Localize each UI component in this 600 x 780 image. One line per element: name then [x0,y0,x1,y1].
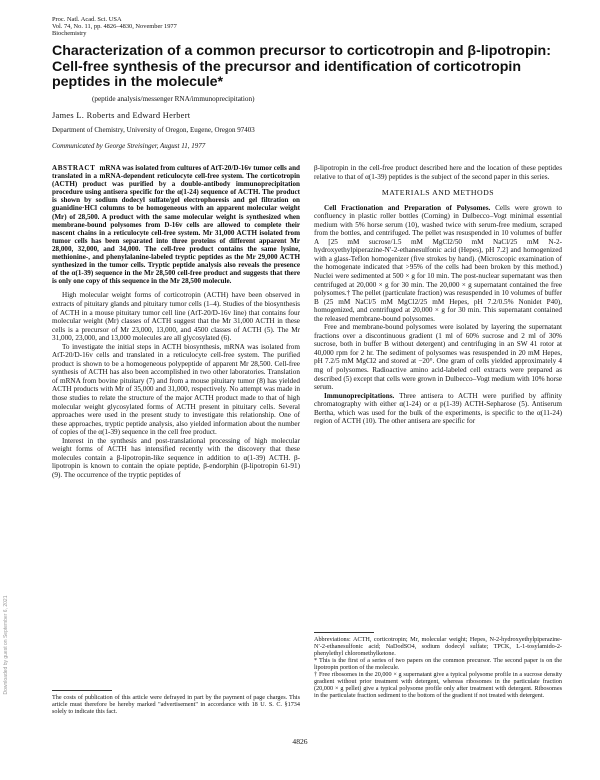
journal-volume: Vol. 74, No. 11, pp. 4826–4830, November 1977 [52,23,177,31]
methods-heading: MATERIALS AND METHODS [381,188,495,198]
download-note-strip [2,520,10,770]
journal-name: Proc. Natl. Acad. Sci. USA [52,16,122,23]
immunoprecipitations-heading: Immunoprecipitations. [324,391,395,400]
communicated-by: Communicated by George Streisinger, August 11, 1977 [52,142,206,150]
publication-costs-note: The costs of publication of this article were defrayed in part by the payment of page charges. This article must therefore be hereby marked "advertisement" in accordance with 18 U. S. C. §1734 solely to indicate this fact. [52,694,300,716]
download-note: Downloaded by guest on September 6, 2021 [3,595,9,695]
cell-fractionation-text: Cells were grown to confluency in plastic roller bottles (Corning) in Dulbecco–Vogt minimal essential medium with 5% horse serum (10), washed twice with serum-free medium, scraped from the bottles, and centrifuged. The pellet was resuspended in 10 volumes of buffer A [25 mM sucrose/1.5 mM MgCl2/50 mM NaCl/25 mM N-2-hydroxyethylpiperazine-N′-2-ethanesulfonic acid (Hepes), pH 7.2] and homogenized with a glass-Teflon homogenizer (five strokes by hand). (Microscopic examination of the homogenate indicated that >95% of the cells had been broken by this method.) Nuclei were sedimented at 500 × g for 10 min. The post-nuclear supernatant was then centrifuged at 20,000 × g for 30 min. The 20,000 × g supernatant contained the free polysomes.† The pellet (particulate fraction) was resuspended in 10 volumes of buffer B (25 mM NaCl/5 mM MgCl2/25 mM Hepes, pH 7.2/0.5% Nonidet P40), homogenized, and centrifuged at 20,000 × g for 30 min. This supernatant contained the released membrane-bound polysomes. [314,203,562,323]
article-title: Characterization of a common precursor to corticotropin and β-lipotropin: Cell-free synthesis of the precursor and identification of corticotropin peptides in the molecule* [52,43,551,91]
keywords: (peptide analysis/messenger RNA/immunoprecipitation) [92,95,255,103]
intro-paragraph-1: High molecular weight forms of corticotropin (ACTH) have been observed in extracts of pituitary glands and pituitary tumor cells (1–4). Studies of the biosynthesis of ACTH in a mouse pituitary tumor cell line (AtT-20/D-16v line) that contains four molecular weight (Mr) classes of ACTH suggest that the Mr 31,000 ACTH in these cells is a precursor of Mr 23,000, 13,000, and 4500 classes of ACTH (5). The Mr 31,000, 23,000, and 13,000 molecules are all glycosylated (6). [52,291,300,343]
page-number: 4826 [292,737,308,746]
authors: James L. Roberts and Edward Herbert [52,111,191,120]
affiliation: Department of Chemistry, University of Oregon, Eugene, Oregon 97403 [52,126,255,134]
journal-section: Biochemistry [52,30,87,38]
footnote-divider-left [52,690,112,691]
left-column [52,164,300,479]
abstract-label: ABSTRACT [52,164,96,172]
methods-paragraph-2: Free and membrane-bound polysomes were isolated by layering the supernatant fractions over a discontinuous gradient (1 ml of 60% sucrose and 2 ml of 30% sucrose, both in buffer B without detergent) and centrifuging in an SW 41 rotor at 40,000 rpm for 2 hr. The sediment of polysomes was resuspended in 20 mM Hepes, pH 7.2/5 mM MgCl2 and stored at −20°. One gram of cells yielded approximately 4 mg of polysomes. Radioactive amino acid-labeled cell extracts were prepared as described (5) except that cells were grown in Dulbecco–Vogt medium with 10% horse serum. [314,323,562,392]
immunoprecipitations-text: Three antisera to ACTH were purified by affinity chromatography with either α(1-24) or α p(1-39) ACTH-Sepharose (5). Antiserum Bertha, which was used for the bulk of the experiments, is specific to the α(11-24) region of ACTH (10). The other antisera are specific for [314,391,562,426]
footnote-star: * This is the first of a series of two papers on the common precursor. The second paper is on the lipotropin portion of the molecule. [314,657,562,672]
footnote-abbreviations: Abbreviations: ACTH, corticotropin; Mr, molecular weight; Hepes, N-2-hydroxyethylpiperazine-N′-2-ethanesulfonic acid; NaDodSO4, sodium dodecyl sulfate; TPCK, L-1-tosylamido-2-phenylethyl chloromethylketone. [314,636,562,658]
right-column [314,164,562,426]
methods-paragraph-3 [314,392,562,426]
intro-continuation: β-lipotropin in the cell-free product described here and the location of these peptides relative to that of α(1-39) peptides is the subject of the second paper in this series. [314,164,562,181]
abstract-text: mRNA was isolated from cultures of AtT-20/D-16v tumor cells and translated in a mRNA-dependent reticulocyte cell-free system. The corticotropin (ACTH) product was purified by a double-antibody immunoprecipitation procedure using antisera specific for the α(1-24) sequence of ACTH. The product is shown by sodium dodecyl sulfate/gel electrophoresis and gel filtration on guanidine·HCl columns to be homogeneous with an apparent molecular weight (Mr) of 28,500. A product with the same molecular weight is synthesized when membrane-bound polysomes from D-16v cells are allowed to complete their nascent chains in a reticulocyte cell-free system. Mr 31,000 ACTH isolated from tumor cells has been separated into three proteins of different apparent Mr 28,000, 32,000, and 34,000. The cell-free product contains the same lysine, methionine-, and phenylalanine-labeled tryptic peptides as the Mr 29,000 ACTH synthesized in the tumor cells. Tryptic peptide analysis also reveals the presence of the α(1-39) sequence in the Mr 28,500 cell-free product and suggests that there is only one copy of this sequence in the Mr 28,500 molecule. [52,164,300,286]
abstract [52,164,300,285]
footnotes [314,636,562,699]
footnote-divider-right [314,632,374,633]
methods-paragraph-1 [314,204,562,324]
intro-paragraph-2: To investigate the initial steps in ACTH biosynthesis, mRNA was isolated from AtT-20/D-16v cells and translated in a reticulocyte cell-free system. The purified product is shown to be a homogeneous polypeptide of apparent Mr 28,500. Cell-free synthesis of ACTH has also been accomplished in two other laboratories. Translation of mRNA from bovine pituitary (7) and from a mouse pituitary tumor (8) has yielded ACTH products with Mr of 35,000 and 31,000, respectively. No attempt was made in those studies to relate the structure of the major ACTH product made to that of high molecular weight glycosylated forms of ACTH present in pituitary cells. Several approaches were used in the present study to investigate this relationship. One of these approaches, tryptic peptide analysis, also yielded information about the number of copies of the α(1-39) sequence in the cell free product. [52,342,300,437]
intro-paragraph-3: Interest in the synthesis and post-translational processing of high molecular weight forms of ACTH has intensified recently with the discovery that these molecules contain a β-lipotropin-like sequence in addition to α(1-39) ACTH. β-lipotropin is known to contain the opiate peptide, β-endorphin (β-lipotropin 61-91) (9). The occurrence of the tryptic peptides of [52,436,300,479]
cell-fractionation-heading: Cell Fractionation and Preparation of Polysomes. [324,203,491,212]
footnote-dagger: † Free ribosomes in the 20,000 × g supernatant give a typical polysome profile in a sucrose density gradient without prior treatment with detergent, whereas ribosomes in the particulate fraction (20,000 × g pellet) give a typical polysome profile only after treatment with detergent. Ribosomes in the particulate fraction sediment to the bottom of the gradient if not treated with detergent. [314,671,562,700]
journal-header [52,16,177,38]
